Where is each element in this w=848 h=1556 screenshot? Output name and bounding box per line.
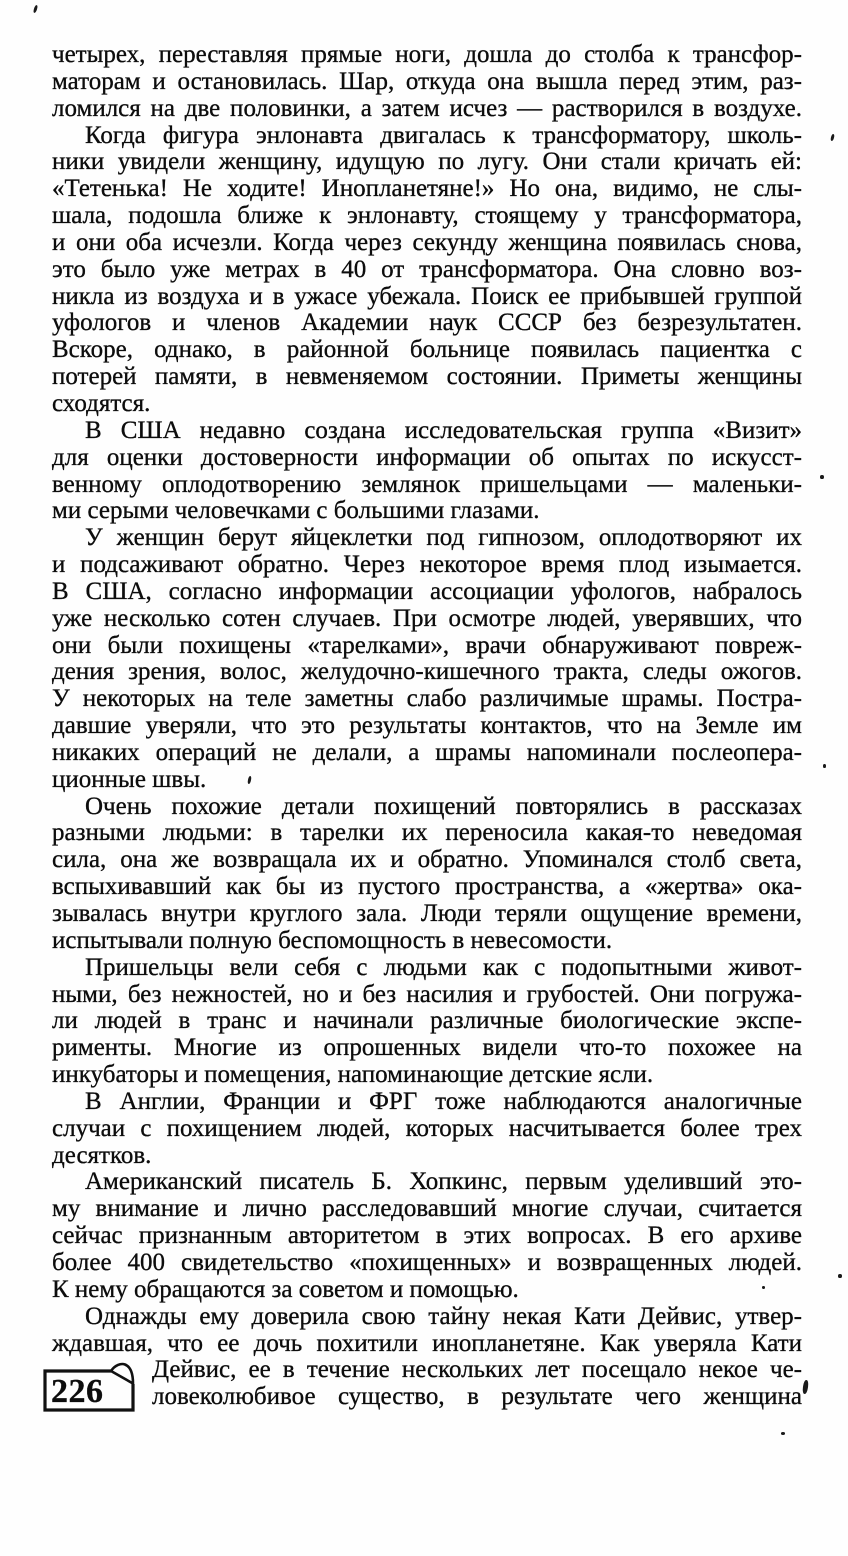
- text-line: ными, без нежностей, но и без насилия и грубостей. Они погружа-: [52, 980, 802, 1008]
- text-line: вспыхивавший как бы из пустого пространства, а «жертва» ока-: [52, 873, 802, 901]
- text-line: это было уже метрах в 40 от трансформатора. Она словно воз-: [52, 255, 802, 283]
- text-line: они были похищены «тарелками», врачи обнаруживают повреж-: [52, 631, 802, 659]
- text-line: ломился на две половинки, а затем исчез — растворился в воздухе.: [52, 94, 802, 122]
- text-line: маторам и остановилась. Шар, откуда она вышла перед этим, раз-: [52, 67, 802, 95]
- text-line: шала, подошла ближе к энлонавту, стоящему у трансформатора,: [52, 202, 802, 230]
- text-line: В США недавно создана исследовательская группа «Визит»: [85, 416, 802, 444]
- text-line: и подсаживают обратно. Через некоторое время плод изымается.: [52, 551, 802, 579]
- text-line: му внимание и лично расследовавший многие случаи, считается: [52, 1195, 802, 1223]
- scan-speck: [781, 1432, 785, 1435]
- text-line: сила, она же возвращала их и обратно. Упоминался столб света,: [52, 846, 802, 874]
- text-line: Вскоре, однако, в районной больнице появилась пациентка с: [52, 336, 802, 364]
- text-line: Однажды ему доверила свою тайну некая Кати Дейвис, утвер-: [85, 1302, 802, 1330]
- scan-speck: [762, 1286, 765, 1289]
- text-line: рименты. Многие из опрошенных видели что-то похожее на: [52, 1034, 802, 1062]
- text-line: инкубаторы и помещения, напоминающие детские ясли.: [52, 1061, 654, 1089]
- text-line: более 400 свидетельство «похищенных» и возвращенных людей.: [52, 1248, 802, 1276]
- scan-speck: [830, 134, 835, 142]
- text-line: Дейвис, ее в течение нескольких лет посещало некое че-: [152, 1356, 802, 1384]
- scan-speck: [33, 5, 38, 14]
- text-line: десятков.: [52, 1141, 152, 1169]
- text-line: давшие уверяли, что это результаты контактов, что на Земле им: [52, 712, 802, 740]
- page-number: 226: [51, 1373, 104, 1410]
- text-line: В Англии, Франции и ФРГ тоже наблюдаются аналогичные: [85, 1087, 802, 1115]
- text-line: венному оплодотворению землянок пришельцами — маленьки-: [52, 470, 802, 498]
- page-number-box: [41, 1362, 137, 1414]
- text-line: Американский писатель Б. Хопкинс, первым уделивший это-: [85, 1168, 802, 1196]
- text-line: никаких операций не делали, а шрамы напоминали послеопера-: [52, 738, 802, 766]
- text-line: Когда фигура энлонавта двигалась к трансформатору, школь-: [85, 121, 802, 149]
- text-line: ми серыми человечками с большими глазами.: [52, 497, 540, 525]
- text-line: зывалась внутри круглого зала. Люди теряли ощущение времени,: [52, 900, 802, 927]
- text-line: уже несколько сотен случаев. При осмотре людей, уверявших, что: [52, 604, 802, 632]
- scan-speck: [823, 764, 826, 768]
- text-line: У некоторых на теле заметны слабо различимые шрамы. Постра-: [52, 685, 802, 713]
- text-line: ловеколюбивое существо, в результате чего женщина: [152, 1383, 802, 1411]
- text-line: случаи с похищением людей, которых насчитывается более трех: [52, 1114, 802, 1142]
- text-line: Очень похожие детали похищений повторялись в рассказах: [85, 792, 802, 820]
- scan-speck: [820, 475, 824, 479]
- text-line: дения зрения, волос, желудочно-кишечного тракта, следы ожогов.: [52, 658, 802, 686]
- text-line: ждавшая, что ее дочь похитили инопланетяне. Как уверяла Кати: [52, 1329, 802, 1357]
- text-line: потерей памяти, в невменяемом состоянии. Приметы женщины: [52, 363, 802, 391]
- text-line: и они оба исчезли. Когда через секунду женщина появилась снова,: [52, 228, 802, 256]
- scan-speck: [838, 1274, 842, 1278]
- text-line: Пришельцы вели себя с людьми как с подопытными живот-: [85, 953, 802, 981]
- text-line: уфологов и членов Академии наук СССР без безрезультатен.: [52, 309, 802, 337]
- text-line: испытывали полную беспомощность в невесомости.: [52, 926, 613, 954]
- text-line: никла из воздуха и в ужасе убежала. Поиск ее прибывшей группой: [52, 282, 802, 310]
- text-line: четырех, переставляя прямые ноги, дошла до столба к трансфор-: [52, 41, 802, 68]
- text-line: К нему обращаются за советом и помощью.: [52, 1275, 519, 1303]
- text-line: «Тетенька! Не ходите! Инопланетяне!» Но она, видимо, не слы-: [52, 175, 802, 203]
- text-line: разными людьми: в тарелки их переносила какая-то неведомая: [52, 819, 802, 847]
- text-line: ционные швы.: [52, 765, 207, 793]
- text-line: сходятся.: [52, 389, 151, 417]
- scan-speck: [802, 1380, 809, 1395]
- text-line: ники увидели женщину, идущую по лугу. Они стали кричать ей:: [52, 148, 802, 176]
- text-line: В США, согласно информации ассоциации уфологов, набралось: [52, 577, 802, 605]
- text-line: сейчас признанным авторитетом в этих вопросах. В его архиве: [52, 1222, 802, 1250]
- text-line: ли людей в транс и начинали различные биологические экспе-: [52, 1007, 802, 1035]
- page-text: [52, 42, 802, 1411]
- text-line: У женщин берут яйцеклетки под гипнозом, оплодотворяют их: [85, 524, 802, 552]
- text-line: для оценки достоверности информации об опытах по искусст-: [52, 443, 802, 471]
